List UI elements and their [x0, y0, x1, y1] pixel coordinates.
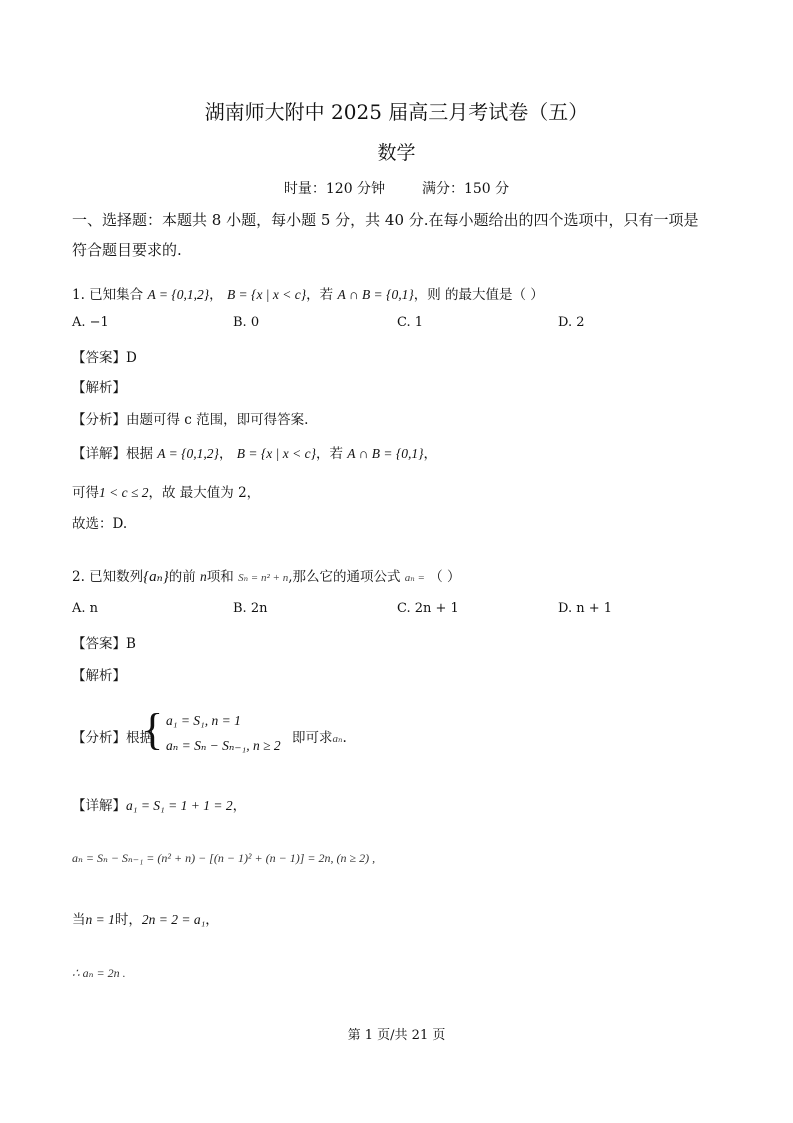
q2-an: aₙ =	[404, 572, 425, 584]
q1-option-d: D. 2	[558, 315, 585, 330]
q2-stem	[72, 565, 461, 586]
q1-set-b: B = {x | x < c}	[226, 287, 307, 302]
q1-detail	[72, 442, 437, 462]
q2-tail: （ ）	[429, 569, 461, 585]
q2-answer: 【答案】B	[72, 636, 136, 652]
q2-option-b: B. 2n	[233, 601, 268, 616]
q1-stem	[72, 283, 544, 303]
section-heading-line1: 一、选择题：本题共 8 小题，每小题 5 分，共 40 分.在每小题给出的四个选项中，只有一项是	[72, 211, 699, 229]
q2-option-c: C. 2n + 1	[397, 601, 459, 616]
q2-n: n	[200, 569, 207, 584]
q2-seq: {aₙ}	[143, 569, 169, 585]
q2-case-1: a₁ = S₁, n = 1	[166, 713, 241, 728]
q1-detail-set-a: A = {0,1,2}	[157, 446, 219, 461]
q2-conclusion: ∴ aₙ = 2n .	[72, 966, 126, 980]
q1-detail-end: ，	[423, 446, 438, 462]
q2-sn: Sₙ = n² + n	[238, 572, 289, 584]
q1-tail: ，则 的最大值是（ ）	[413, 287, 544, 303]
q2-detail-1	[72, 794, 246, 814]
exam-time: 时量：120 分钟	[283, 181, 386, 197]
q2-detail-3-math: 2n = 2 = a₁	[141, 912, 206, 927]
exam-meta	[0, 178, 793, 198]
q2-detail-3-mid: 时，	[114, 912, 142, 928]
q2-analysis-an: aₙ	[332, 733, 343, 745]
q1-detail-prefix: 【详解】根据	[72, 446, 153, 462]
section-heading-line2: 符合题目要求的.	[72, 241, 182, 259]
q2-detail-3-prefix: 当	[72, 912, 86, 928]
q2-option-a: A. n	[72, 601, 99, 616]
q2-detail-3-end: ，	[205, 912, 219, 928]
q1-number: 1. 已知集合	[72, 287, 144, 303]
q1-detail-mid: ，	[218, 446, 233, 462]
q2-detail-2: aₙ = Sₙ − Sₙ₋₁ = (n² + n) − [(n − 1)² + (n − 1)] = 2n, (n ≥ 2) ,	[72, 851, 376, 865]
q2-detail-1-prefix: 【详解】	[72, 798, 126, 814]
q2-number: 2. 已知数列	[72, 569, 144, 585]
q1-choose: 故选：D.	[72, 516, 128, 532]
q2-mid2: 项和	[206, 569, 234, 585]
q2-detail-3-n: n = 1	[85, 912, 115, 927]
q1-answer: 【答案】D	[72, 350, 137, 366]
q1-analysis: 【分析】由题可得 c 范围，即可得答案.	[72, 412, 309, 428]
q1-jiexi: 【解析】	[72, 380, 126, 396]
q1-cond: ，若	[306, 287, 334, 303]
q2-detail-1-math: a₁ = S₁ = 1 + 1 = 2	[126, 798, 233, 813]
q1-derive-math: 1 < c ≤ 2	[99, 485, 149, 500]
q2-jiexi: 【解析】	[72, 668, 126, 684]
q1-set-a: A = {0,1,2}	[147, 287, 210, 302]
q1-intersection: A ∩ B = {0,1}	[337, 287, 414, 302]
q1-detail-set-b: B = {x | x < c}	[236, 446, 316, 461]
q1-derive-prefix: 可得	[72, 485, 99, 501]
q2-analysis-tail	[292, 726, 347, 746]
q2-option-d: D. n + 1	[558, 601, 613, 616]
q1-derive-tail: ，故 最大值为 2，	[148, 485, 261, 501]
q1-detail-intersection: A ∩ B = {0,1}	[347, 446, 424, 461]
subject-title: 数学	[377, 142, 416, 164]
q2-mid3: ,那么它的通项公式	[288, 569, 401, 585]
q2-analysis-prefix: 【分析】根据	[72, 730, 153, 746]
q2-detail-3	[72, 908, 219, 928]
page-title: 湖南师大附中 2025 届高三月考试卷（五）	[204, 100, 589, 124]
piecewise-brace-icon: {	[142, 705, 164, 754]
q2-mid1: 的前	[168, 569, 196, 585]
page-footer: 第 1 页/共 21 页	[347, 1028, 446, 1043]
exam-score: 满分：150 分	[421, 181, 510, 197]
q2-analysis-tail-text: 即可求	[292, 730, 333, 746]
q2-detail-1-end: ，	[232, 798, 247, 814]
q1-option-c: C. 1	[397, 315, 424, 330]
q1-option-a: A. −1	[72, 315, 109, 330]
q1-comma: ，	[209, 287, 223, 303]
q2-case-2: aₙ = Sₙ − Sₙ₋₁, n ≥ 2	[166, 738, 281, 753]
q1-option-b: B. 0	[233, 315, 260, 330]
q2-analysis-end: .	[342, 730, 347, 746]
q1-detail-if: ，若	[315, 446, 343, 462]
q1-derive	[72, 481, 260, 501]
